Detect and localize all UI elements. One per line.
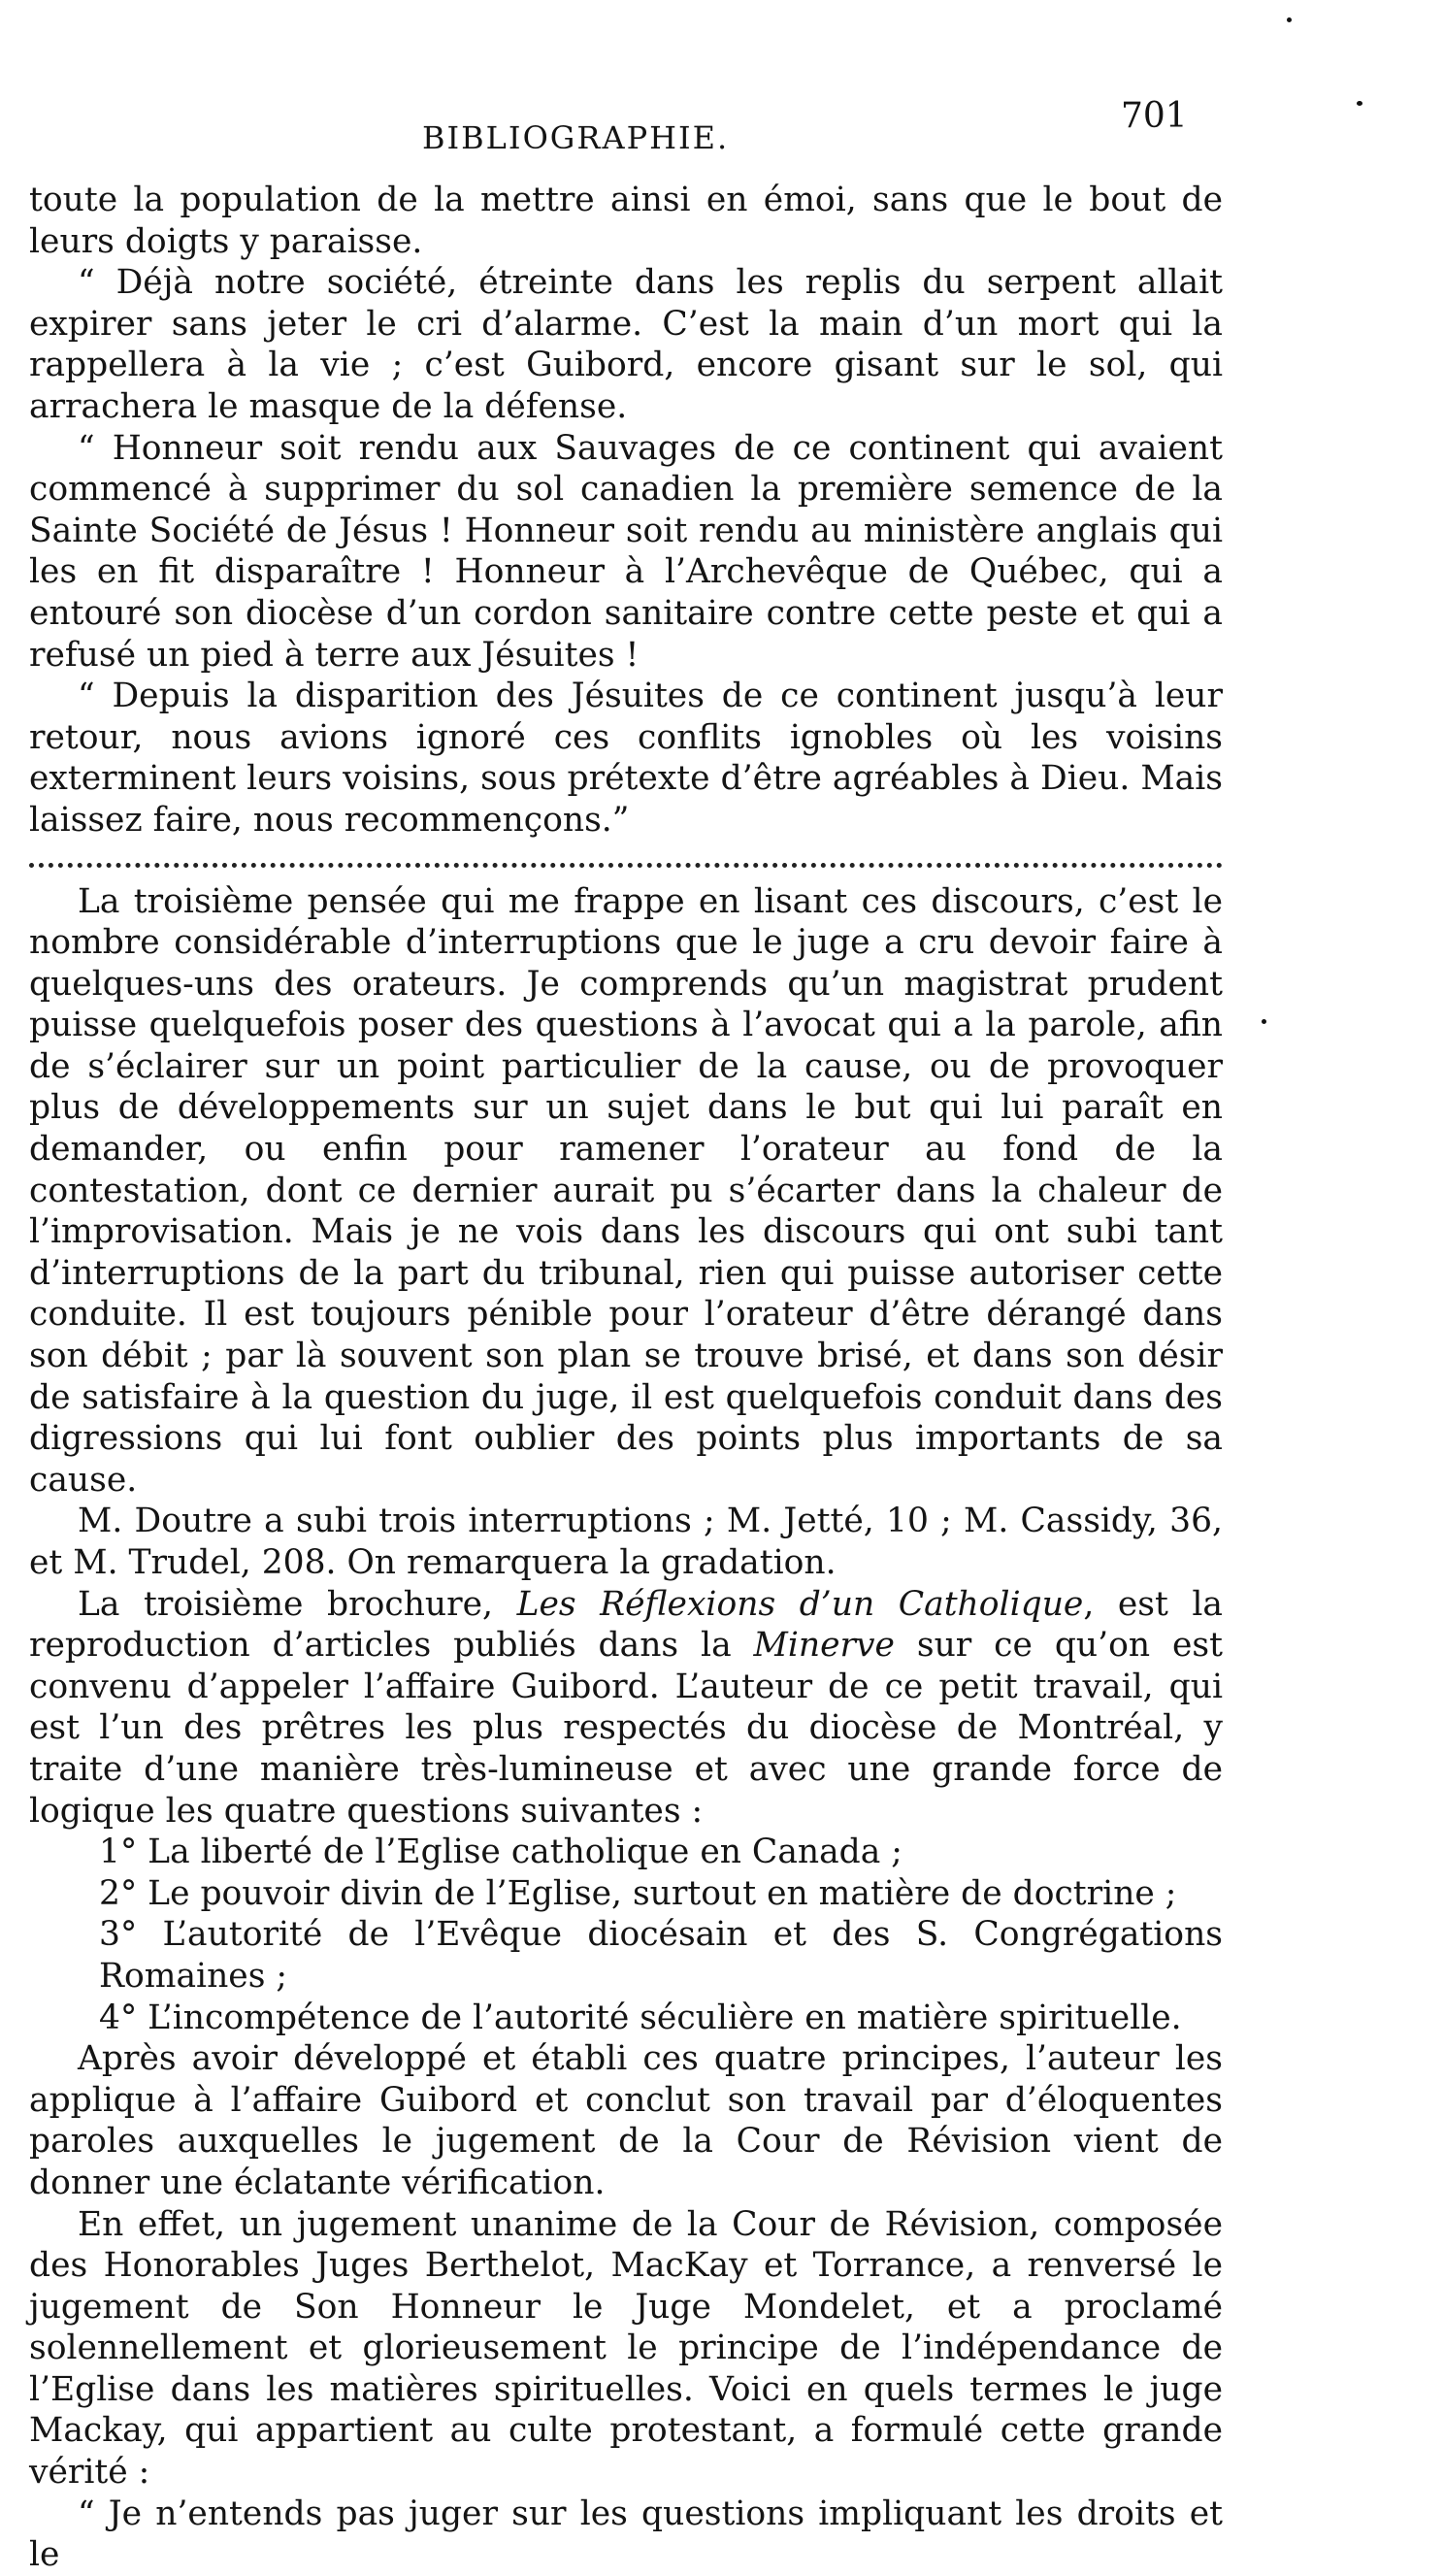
- quote-paragraph-honneur: “ Honneur soit rendu aux Sauvages de ce continent qui avaient commencé à supprimer du sol canadien la première semence de la Sainte Société de Jésus ! Honneur soit rendu au ministère anglais qui les en fit disparaître ! Honneur à l’Archevêque de Québec, qui a entouré son diocèse d’un cordon sanitaire contre cette peste et qui a refusé un pied à terre aux Jésuites !: [29, 428, 1223, 675]
- quote-paragraph-depuis: “ Depuis la disparition des Jésuites de ce continent jusqu’à leur retour, nous avions ignoré ces conflits ignobles où les voisins exterminent leurs voisins, sous prétexte d’être agréables à Dieu. Mais laissez faire, nous recommençons.”: [29, 677, 1223, 840]
- body-text: [29, 180, 1223, 2576]
- ellipsis-divider: [29, 845, 1223, 868]
- brochure-text-before: La troisième brochure,: [78, 1584, 517, 1624]
- quote-paragraph-serpent: “ Déjà notre société, étreinte dans les replis du serpent allait expirer sans jeter le cri d’alarme. C’est la main d’un mort qui la rappellera à la vie ; c’est Guibord, encore gisant sur le sol, qui arrachera le masque de la défense.: [29, 263, 1223, 426]
- paragraph-jugement: En effet, un jugement unanime de la Cour de Révision, composée des Honorables Juges Berthelot, MacKay et Torrance, a renversé le jugement de Son Honneur le Juge Mondelet, et a proclamé solennellement et glorieusement le principe de l’indépendance de l’Eglise dans les matières spirituelles. Voici en quels termes le juge Mackay, qui appartient au culte protestant, a formulé cette grande vérité :: [29, 2204, 1223, 2493]
- paragraph-interruptions: La troisième pensée qui me frappe en lisant ces discours, c’est le nombre considérable d’interruptions que le juge a cru devoir faire à quelques-uns des orateurs. Je comprends qu’un magistrat prudent puisse quelquefois poser des questions à l’avocat qui a la parole, afin de s’éclairer sur un point particulier de la cause, ou de provoquer plus de développements sur un sujet dans le but qui lui paraît en demander, ou enfin pour ramener l’orateur au fond de la contestation, dont ce dernier aurait pu s’écarter dans la chaleur de l’improvisation. Mais je ne vois dans les discours qui ont subi tant d’interruptions de la part du tribunal, rien qui puisse autoriser cette conduite. Il est toujours pénible pour l’orateur d’être dérangé dans son débit ; par là souvent son plan se trouve brisé, et dans son désir de satisfaire à la question du juge, il est quelquefois conduit dans des digressions qui lui font oublier des points plus importants de sa cause.: [29, 881, 1223, 1500]
- list-item: 3° L’autorité de l’Evêque diocésain et des S. Congrégations Romaines ;: [99, 1915, 1223, 1996]
- newspaper-title-italic: Minerve: [753, 1626, 895, 1666]
- ink-speck: [1357, 101, 1362, 106]
- paragraph-gradation: M. Doutre a subi trois interruptions ; M. Jetté, 10 ; M. Cassidy, 36, et M. Trudel, 208. On remarquera la gradation.: [29, 1502, 1223, 1582]
- brochure-title-italic: Les Réflexions d’un Catholique: [516, 1584, 1084, 1624]
- ink-speck: [1262, 1019, 1266, 1024]
- brochure-text-middle: , est la reproduction d’articles publiés dans la: [29, 1584, 1223, 1666]
- quote-paragraph-mackay: “ Je n’entends pas juger sur les questions impliquant les droits et le: [29, 2493, 1223, 2575]
- brochure-text-after: sur ce qu’on est convenu d’appeler l’affaire Guibord. L’auteur de ce petit travail, qui est l’un des prêtres les plus respectés du diocèse de Montréal, y traite d’une manière très-lumineuse et avec une grande force de logique les quatre questions suivantes :: [29, 1626, 1223, 1831]
- paragraph-brochure: [29, 1584, 1223, 1833]
- list-item: 1° La liberté de l’Eglise catholique en Canada ;: [99, 1833, 902, 1872]
- page-header: [0, 92, 1444, 156]
- list-item: 4° L’incompétence de l’autorité séculière en matière spirituelle.: [99, 1998, 1182, 2037]
- paragraph-principes: Après avoir développé et établi ces quatre principes, l’auteur les applique à l’affaire Guibord et conclut son travail par d’éloquentes paroles auxquelles le jugement de la Cour de Révision vient de donner une éclatante vérification.: [29, 2039, 1223, 2202]
- ink-speck: [1287, 17, 1292, 22]
- list-item: 2° Le pouvoir divin de l’Eglise, surtout en matière de doctrine ;: [99, 1873, 1177, 1913]
- paragraph-continuation: toute la population de la mettre ainsi en émoi, sans que le bout de leurs doigts y paraisse.: [29, 181, 1223, 261]
- running-title: BIBLIOGRAPHIE.: [422, 119, 730, 156]
- page-number: 701: [1121, 96, 1188, 136]
